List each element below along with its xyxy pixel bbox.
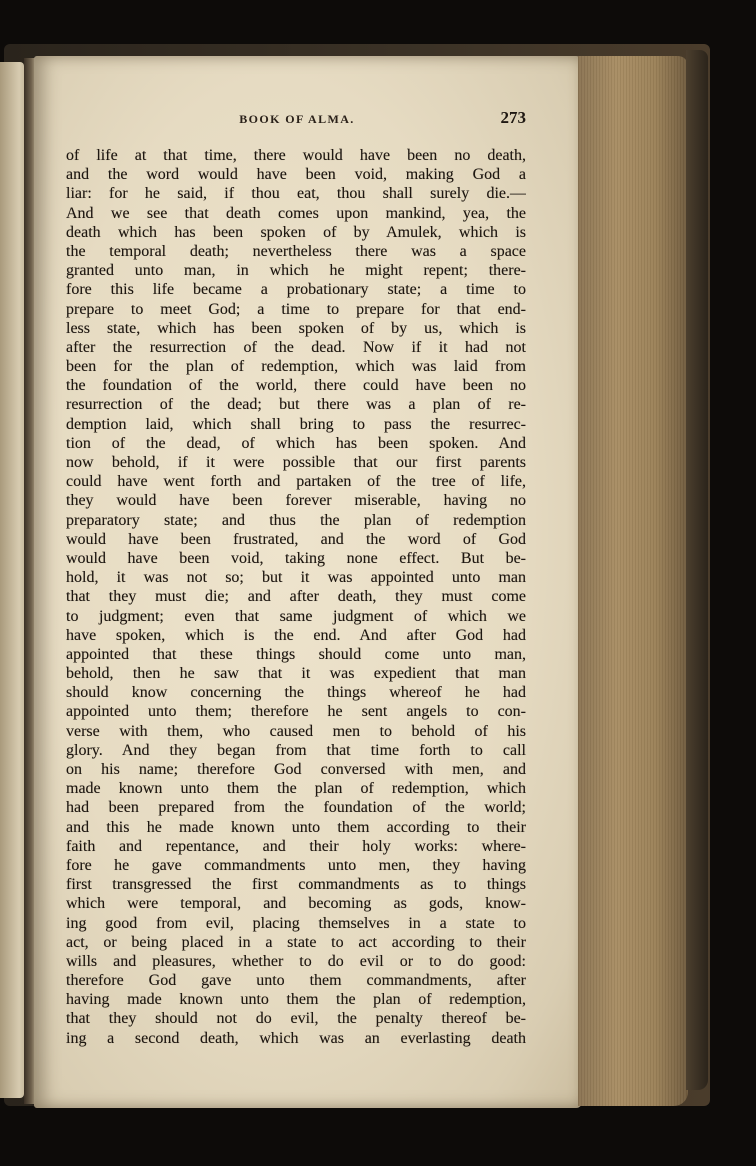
page-edges (578, 56, 688, 1106)
text-line: ing good from evil, placing themselves in a state to (66, 914, 526, 932)
text-line: tion of the dead, of which has been spoken. And (66, 434, 526, 452)
text-line: would have been void, taking none effect. But be- (66, 549, 526, 567)
text-line: of life at that time, there would have been no death, (66, 147, 526, 164)
text-line: made known unto them the plan of redemption, which (66, 780, 526, 798)
text-line: have spoken, which is the end. And after God had (66, 626, 526, 644)
running-head (66, 108, 528, 132)
text-line: the foundation of the world, there could have been no (66, 377, 526, 395)
text-line: act, or being placed in a state to act according to their (66, 933, 526, 951)
text-line: hold, it was not so; but it was appointed unto man (66, 569, 526, 587)
text-line: granted unto man, in which he might repent; there- (66, 262, 526, 280)
text-line: And we see that death comes upon mankind, yea, the (66, 204, 526, 222)
text-line: now behold, if it were possible that our first parents (66, 454, 526, 471)
text-line: faith and repentance, and their holy works: where- (66, 837, 526, 855)
text-line: liar: for he said, if thou eat, thou shall surely die.— (66, 185, 526, 203)
text-line: to judgment; even that same judgment of which we (66, 607, 526, 625)
text-line: could have went forth and partaken of the tree of life, (66, 473, 526, 491)
text-line: resurrection of the dead; but there was a plan of re- (66, 396, 526, 414)
text-line: therefore God gave unto them commandments, after (66, 972, 526, 990)
text-line: that they must die; and after death, they must come (66, 588, 526, 606)
text-line: having made known unto them the plan of redemption, (66, 991, 526, 1009)
text-line: and the word would have been void, making God a (66, 166, 526, 184)
text-line: prepare to meet God; a time to prepare for that end- (66, 300, 526, 318)
text-line: first transgressed the first commandments as to things (66, 876, 526, 894)
text-line: after the resurrection of the dead. Now if it had not (66, 338, 526, 356)
text-line: demption laid, which shall bring to pass the resurrec- (66, 415, 526, 433)
cover-edge (686, 50, 708, 1090)
text-line: preparatory state; and thus the plan of redemption (66, 511, 526, 529)
text-line: verse with them, who caused men to behold of his (66, 722, 526, 740)
text-line: that they should not do evil, the penalty thereof be- (66, 1010, 526, 1028)
text-line: had been prepared from the foundation of the world; (66, 799, 526, 817)
text-line: they would have been forever miserable, having no (66, 492, 526, 510)
text-line: behold, then he saw that it was expedient that man (66, 665, 526, 683)
text-line: glory. And they began from that time forth to call (66, 741, 526, 759)
text-line: and this he made known unto them according to their (66, 818, 526, 836)
text-line: wills and pleasures, whether to do evil or to do good: (66, 952, 526, 970)
text-line: fore this life became a probationary state; a time to (66, 281, 526, 299)
text-line: fore he gave commandments unto men, they having (66, 856, 526, 874)
text-line: should know concerning the things whereof he had (66, 684, 526, 702)
page-number: 273 (500, 108, 526, 127)
text-line: been for the plan of redemption, which was laid from (66, 358, 526, 376)
text-line: ing a second death, which was an everlasting death (66, 1029, 526, 1047)
text-line: on his name; therefore God conversed with men, and (66, 761, 526, 778)
text-line: appointed unto them; therefore he sent angels to con- (66, 703, 526, 721)
text-line: less state, which has been spoken of by us, which is (66, 319, 526, 337)
text-line: which were temporal, and becoming as gods, know- (66, 895, 526, 913)
text-line: the temporal death; nevertheless there was a space (66, 242, 526, 260)
text-line: would have been frustrated, and the word of God (66, 530, 526, 548)
body-text (66, 146, 526, 1048)
text-line: appointed that these things should come unto man, (66, 645, 526, 663)
text-line: death which has been spoken of by Amulek, which is (66, 223, 526, 241)
left-facing-page (0, 62, 24, 1098)
running-head-title: BOOK OF ALMA. (239, 112, 355, 126)
